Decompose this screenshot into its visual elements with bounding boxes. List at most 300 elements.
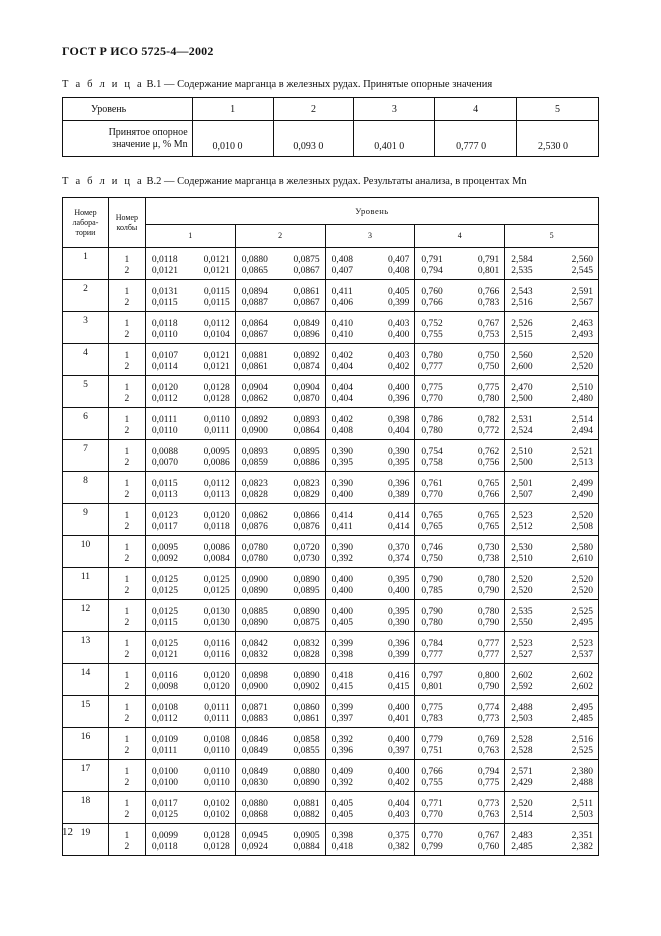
flask-number: 1 [124,639,130,649]
result-value: 2,510 [571,383,593,393]
result-value: 0,0890 [241,617,268,628]
result-value: 0,773 [477,713,500,724]
level-cell [325,280,415,312]
result-value: 0,0107 [151,351,178,361]
result-value: 0,0887 [241,297,268,308]
result-value: 2,523 [511,511,533,521]
result-value: 0,783 [477,297,500,308]
result-value: 0,402 [388,361,410,372]
result-value: 0,374 [388,553,410,564]
result-value: 0,0868 [241,809,268,820]
flask-numbers [108,504,145,536]
result-pair [146,682,235,696]
result-pair [326,298,415,312]
result-pair [326,778,415,792]
table2-level-5: 5 [505,225,599,248]
result-pair [505,479,598,490]
result-value: 0,746 [421,543,443,553]
flask-number: 1 [124,383,130,393]
result-pair [415,522,504,536]
result-value: 2,531 [511,415,533,425]
result-value: 2,515 [511,329,533,340]
result-value: 0,0108 [203,735,230,745]
result-pair [146,778,235,792]
result-value: 0,0110 [203,777,230,788]
result-value: 0,0116 [151,671,178,681]
flask-numbers [108,824,145,856]
level-cell [325,248,415,280]
result-value: 0,409 [331,767,353,777]
result-value: 0,758 [421,457,443,468]
result-value: 0,0130 [203,617,230,628]
result-value: 2,525 [571,607,593,617]
flask-number: 2 [124,809,130,820]
result-value: 0,0849 [241,767,268,777]
flask-numbers [108,600,145,632]
result-pair [146,287,235,298]
level-cell [505,376,599,408]
level-cell [145,696,235,728]
result-pair [146,554,235,568]
result-value: 0,0115 [203,297,230,308]
result-value: 0,403 [388,809,410,820]
result-value: 0,0875 [293,255,320,265]
lab-number: 6 [63,408,109,440]
result-value: 2,523 [571,639,593,649]
result-value: 0,0112 [203,319,230,329]
result-pair [236,671,325,682]
flask-number: 2 [124,649,130,660]
result-value: 0,0849 [241,745,268,756]
level-cell [235,472,325,504]
result-value: 0,766 [477,489,500,500]
result-value: 2,543 [511,287,533,297]
table2-lab-header-line1: Номер [74,207,97,217]
result-value: 0,0128 [203,393,230,404]
result-value: 0,395 [388,575,410,585]
result-value: 0,777 [477,639,500,649]
level-cell [415,632,505,664]
result-pair [415,415,504,426]
result-pair [146,319,235,330]
lab-number: 10 [63,536,109,568]
result-value: 2,511 [571,799,593,809]
result-pair [326,767,415,778]
result-value: 0,0110 [203,745,230,756]
result-pair [146,650,235,664]
level-cell [145,248,235,280]
lab-number: 15 [63,696,109,728]
level-cell [325,664,415,696]
result-pair [236,618,325,632]
result-value: 0,0904 [241,383,268,393]
result-value: 2,602 [571,671,593,681]
result-value: 0,0121 [203,351,230,361]
result-value: 0,408 [331,255,353,265]
table2-flask-header-line2: колбы [116,222,138,232]
table2-level-1: 1 [145,225,235,248]
result-value: 0,790 [477,585,500,596]
result-pair [146,799,235,810]
result-value: 0,765 [477,511,500,521]
result-pair [146,831,235,842]
result-value: 0,0088 [151,447,178,457]
result-pair [236,394,325,408]
result-value: 0,400 [388,383,410,393]
result-pair [236,810,325,824]
level-cell [145,344,235,376]
table2-header-row [63,198,599,225]
result-value: 0,0893 [293,415,320,425]
result-pair [236,767,325,778]
result-pair [415,287,504,298]
result-pair [326,639,415,650]
result-value: 0,0842 [241,639,268,649]
level-cell [415,440,505,472]
result-value: 0,775 [421,383,443,393]
result-value: 0,414 [388,521,410,532]
result-value: 0,375 [388,831,410,841]
level-cell [325,792,415,824]
result-value: 0,779 [421,735,443,745]
result-value: 0,0115 [151,617,178,628]
result-pair [326,607,415,618]
flask-number: 1 [124,831,130,841]
result-pair [505,703,598,714]
result-value: 0,0121 [151,265,178,276]
level-cell [415,248,505,280]
result-value: 2,429 [511,777,533,788]
result-pair [146,543,235,554]
result-value: 0,0883 [241,713,268,724]
result-value: 0,0829 [293,489,320,500]
result-value: 0,401 [388,713,410,724]
result-pair [146,767,235,778]
result-value: 0,0098 [151,681,178,692]
lab-number: 12 [63,600,109,632]
level-cell [325,824,415,856]
result-value: 0,760 [421,287,443,297]
table-row [63,568,599,600]
result-value: 0,0892 [241,415,268,425]
result-pair [236,362,325,376]
result-value: 2,514 [511,809,533,820]
flask-number: 2 [124,585,130,596]
result-pair [415,735,504,746]
result-pair [146,522,235,536]
result-value: 0,418 [331,841,353,852]
level-cell [415,344,505,376]
result-value: 0,408 [388,265,410,276]
result-value: 0,730 [477,543,500,553]
result-value: 0,398 [331,831,353,841]
level-cell [235,824,325,856]
table2-lab-column-header [63,198,109,248]
result-value: 2,520 [571,351,593,361]
result-value: 0,783 [421,713,443,724]
result-value: 2,480 [571,393,593,404]
result-value: 0,414 [388,511,410,521]
result-pair [505,778,598,792]
result-value: 0,0720 [293,543,320,553]
level-cell [145,280,235,312]
result-pair [146,671,235,682]
result-pair [146,447,235,458]
result-value: 0,767 [477,831,500,841]
table1-value-row [63,121,599,157]
result-value: 2,495 [571,703,593,713]
level-cell [145,376,235,408]
result-value: 2,501 [511,479,533,489]
result-value: 0,773 [477,799,500,809]
result-value: 0,0117 [151,521,178,532]
result-value: 0,765 [477,521,500,532]
result-value: 0,404 [388,425,410,436]
result-pair [236,319,325,330]
result-value: 2,499 [571,479,593,489]
result-value: 0,0896 [293,329,320,340]
result-value: 0,777 [421,649,443,660]
result-value: 0,0100 [151,777,178,788]
result-value: 0,0828 [241,489,268,500]
result-value: 0,405 [331,799,353,809]
level-cell [505,504,599,536]
result-value: 0,0102 [203,809,230,820]
result-value: 0,405 [331,809,353,820]
result-value: 0,780 [421,351,443,361]
result-value: 0,761 [421,479,443,489]
result-value: 0,0886 [293,457,320,468]
level-cell [235,408,325,440]
level-cell [505,248,599,280]
result-pair [236,255,325,266]
result-pair [415,575,504,586]
result-pair [146,746,235,760]
result-value: 2,470 [511,383,533,393]
result-value: 0,0864 [241,319,268,329]
result-value: 2,507 [511,489,533,500]
result-value: 0,0893 [241,447,268,457]
result-value: 2,485 [511,841,533,852]
result-pair [415,298,504,312]
result-pair [415,682,504,696]
result-value: 0,390 [388,617,410,628]
level-cell [235,536,325,568]
result-pair [505,810,598,824]
result-value: 0,0099 [151,831,178,841]
flask-numbers [108,568,145,600]
result-pair [505,266,598,280]
result-value: 0,404 [388,799,410,809]
result-pair [415,671,504,682]
lab-number: 2 [63,280,109,312]
result-value: 0,0860 [293,703,320,713]
result-pair [326,810,415,824]
level-cell [415,312,505,344]
level-cell [415,600,505,632]
result-pair [505,618,598,632]
result-pair [415,810,504,824]
result-value: 0,750 [477,351,500,361]
flask-number: 2 [124,489,130,500]
result-value: 0,392 [331,777,353,788]
lab-number: 18 [63,792,109,824]
result-pair [236,831,325,842]
result-value: 0,415 [388,681,410,692]
result-pair [146,479,235,490]
result-value: 2,483 [511,831,533,841]
level-cell [235,792,325,824]
result-value: 0,0876 [293,521,320,532]
result-pair [505,671,598,682]
result-value: 2,584 [511,255,533,265]
result-pair [326,511,415,522]
result-pair [505,639,598,650]
result-pair [326,287,415,298]
result-value: 2,490 [571,489,593,500]
result-pair [236,479,325,490]
flask-number: 1 [124,799,130,809]
result-value: 0,0867 [293,297,320,308]
level-cell [505,632,599,664]
result-pair [236,447,325,458]
result-pair [236,575,325,586]
result-pair [236,746,325,760]
result-value: 0,414 [331,511,353,521]
result-value: 2,560 [571,255,593,265]
table1-level-label: Уровень [63,98,193,121]
result-value: 0,770 [421,393,443,404]
result-value: 0,0118 [151,255,178,265]
result-pair [505,447,598,458]
result-value: 0,411 [331,287,353,297]
result-value: 0,762 [477,447,500,457]
result-value: 2,526 [511,319,533,329]
result-value: 0,0112 [151,393,178,404]
result-value: 0,738 [477,553,500,564]
level-cell [145,312,235,344]
result-pair [146,458,235,472]
result-value: 0,404 [331,361,353,372]
result-value: 0,0846 [241,735,268,745]
result-value: 0,405 [331,617,353,628]
result-value: 0,799 [421,841,443,852]
table-row [63,280,599,312]
level-cell [505,440,599,472]
result-value: 0,775 [421,703,443,713]
level-cell [145,632,235,664]
flask-number: 2 [124,297,130,308]
result-value: 0,403 [388,319,410,329]
level-cell [325,632,415,664]
result-pair [326,447,415,458]
result-value: 0,370 [388,543,410,553]
result-pair [505,255,598,266]
result-value: 0,396 [388,639,410,649]
result-value: 0,0086 [203,543,230,553]
level-cell [415,728,505,760]
result-pair [505,490,598,504]
lab-number: 19 [63,824,109,856]
level-cell [235,344,325,376]
table-row [63,664,599,696]
result-pair [326,703,415,714]
result-pair [326,522,415,536]
level-cell [145,792,235,824]
lab-number: 13 [63,632,109,664]
result-value: 0,395 [388,607,410,617]
level-cell [415,568,505,600]
result-value: 0,0823 [241,479,268,489]
result-pair [146,266,235,280]
table1-level-row [63,98,599,121]
lab-number: 14 [63,664,109,696]
result-value: 0,0874 [293,361,320,372]
result-pair [236,266,325,280]
level-cell [505,728,599,760]
flask-number: 2 [124,553,130,564]
result-value: 0,0100 [151,767,178,777]
result-pair [236,778,325,792]
result-value: 2,535 [511,607,533,617]
result-value: 0,0895 [293,585,320,596]
table1-level-3: 3 [354,98,435,121]
result-pair [146,810,235,824]
result-value: 0,0895 [293,447,320,457]
level-cell [505,760,599,792]
result-value: 0,0118 [151,841,178,852]
result-pair [326,618,415,632]
flask-numbers [108,408,145,440]
level-cell [235,728,325,760]
result-value: 0,775 [477,777,500,788]
level-cell [505,408,599,440]
result-value: 0,750 [421,553,443,564]
result-value: 0,416 [388,671,410,681]
result-value: 0,782 [477,415,500,425]
result-value: 2,550 [511,617,533,628]
result-pair [505,575,598,586]
result-value: 0,0115 [203,287,230,297]
result-value: 0,0855 [293,745,320,756]
result-value: 0,0118 [151,319,178,329]
result-value: 0,405 [388,287,410,297]
result-value: 0,801 [421,681,443,692]
result-value: 0,0116 [203,649,230,660]
result-pair [236,639,325,650]
result-pair [505,458,598,472]
flask-number: 1 [124,511,130,521]
result-pair [505,394,598,408]
result-value: 0,0828 [293,649,320,660]
flask-number: 1 [124,607,130,617]
result-value: 0,767 [477,319,500,329]
flask-number: 2 [124,329,130,340]
level-cell [505,536,599,568]
result-value: 0,0109 [151,735,178,745]
lab-number: 11 [63,568,109,600]
level-cell [145,472,235,504]
table-row [63,536,599,568]
result-pair [236,799,325,810]
level-cell [505,312,599,344]
level-cell [325,568,415,600]
result-pair [415,351,504,362]
result-pair [415,362,504,376]
flask-number: 2 [124,393,130,404]
level-cell [325,472,415,504]
result-value: 0,0095 [151,543,178,553]
